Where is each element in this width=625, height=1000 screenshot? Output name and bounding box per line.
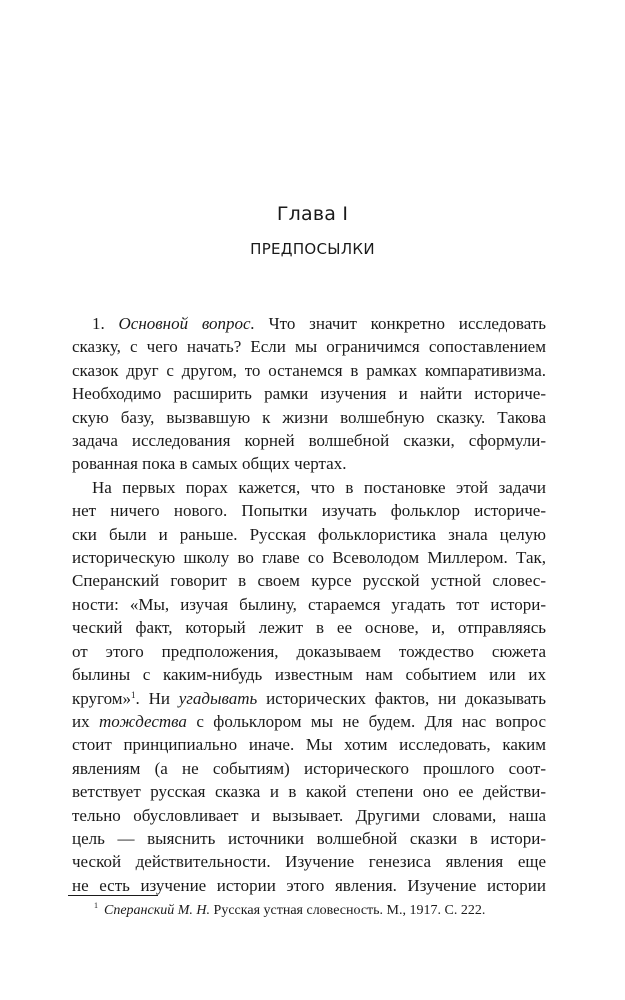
- text-span: кругом»: [72, 688, 132, 708]
- text-line: [72, 687, 546, 710]
- text-span: их: [72, 711, 90, 731]
- text-line: явлениям (а не событиям) исторического прошлого соот-: [72, 758, 546, 778]
- text-line: тельно обусловливает и вызывает. Другими словами, наша: [72, 805, 546, 825]
- text-line: от этого предположения, доказываем тождество сюжета: [72, 641, 546, 661]
- text-line: [72, 710, 546, 733]
- text-line: былины с каким-нибудь известным нам событием или их: [72, 665, 546, 685]
- text-span: Что значит конкретно исследовать: [268, 314, 546, 333]
- text-line: историческую школу во главе со Всеволодом Миллером. Так,: [72, 548, 546, 568]
- text-line: ческий факт, который лежит в ее основе, и, отправляясь: [72, 618, 546, 638]
- text-span: . Ни: [135, 688, 170, 708]
- text-line: ветствует русская сказка и в какой степени оно ее действи-: [72, 782, 546, 802]
- text-span: с фольклором мы не будем. Для нас вопрос: [196, 711, 547, 731]
- text-line: Необходимо расширить рамки изучения и найти историче-: [72, 384, 546, 404]
- footnote-number: 1: [94, 901, 98, 910]
- text-line: стоит принципиально иначе. Мы хотим исследовать, каким: [72, 735, 546, 755]
- chapter-number: Глава I: [276, 203, 349, 225]
- footnote-divider: [68, 895, 158, 896]
- footnote: [94, 902, 554, 920]
- section-number: 1.: [92, 314, 105, 333]
- text-line: нет ничего нового. Попытки изучать фольклор историче-: [72, 501, 546, 521]
- text-line: цель — выяснить источники волшебной сказки в истори-: [72, 828, 546, 848]
- italic-term: тождества: [99, 711, 187, 731]
- text-line: Сперанский говорит в своем курсе русской устной словес-: [72, 571, 546, 591]
- text-line: ческой действительности. Изучение генезиса явления еще: [72, 852, 546, 872]
- text-line: сказку, с чего начать? Если мы ограничимся сопоставлением: [72, 337, 546, 357]
- italic-term: угадывать: [178, 688, 258, 708]
- main-text: [72, 312, 546, 897]
- text-span: исторических фактов, ни доказывать: [266, 688, 546, 708]
- footnote-author: Сперанский М. Н.: [104, 903, 211, 918]
- text-line: ски были и раньше. Русская фольклористика знала целую: [72, 524, 546, 544]
- text-line: На первых порах кажется, что в постановке этой задачи: [92, 477, 546, 497]
- footnote-reference[interactable]: 1: [131, 689, 136, 700]
- text-line: ности: «Мы, изучая былину, стараемся угадать тот истори-: [72, 594, 546, 614]
- text-line: [72, 312, 546, 335]
- text-line: сказок друг с другом, то останемся в рамках компаративизма.: [72, 360, 546, 380]
- chapter-title: ПРЕДПОСЫЛКИ: [250, 240, 375, 258]
- text-line: не есть изучение истории этого явления. Изучение истории: [72, 875, 546, 895]
- text-line: скую базу, вызвавшую к жизни волшебную сказку. Такова: [72, 407, 546, 427]
- text-line: рованная пока в самых общих чертах.: [72, 454, 347, 474]
- section-heading: Основной вопрос.: [118, 314, 255, 333]
- text-line: задача исследования корней волшебной сказки, сформули-: [72, 431, 546, 451]
- footnote-text: Русская устная словесность. М., 1917. С. 222.: [213, 903, 486, 918]
